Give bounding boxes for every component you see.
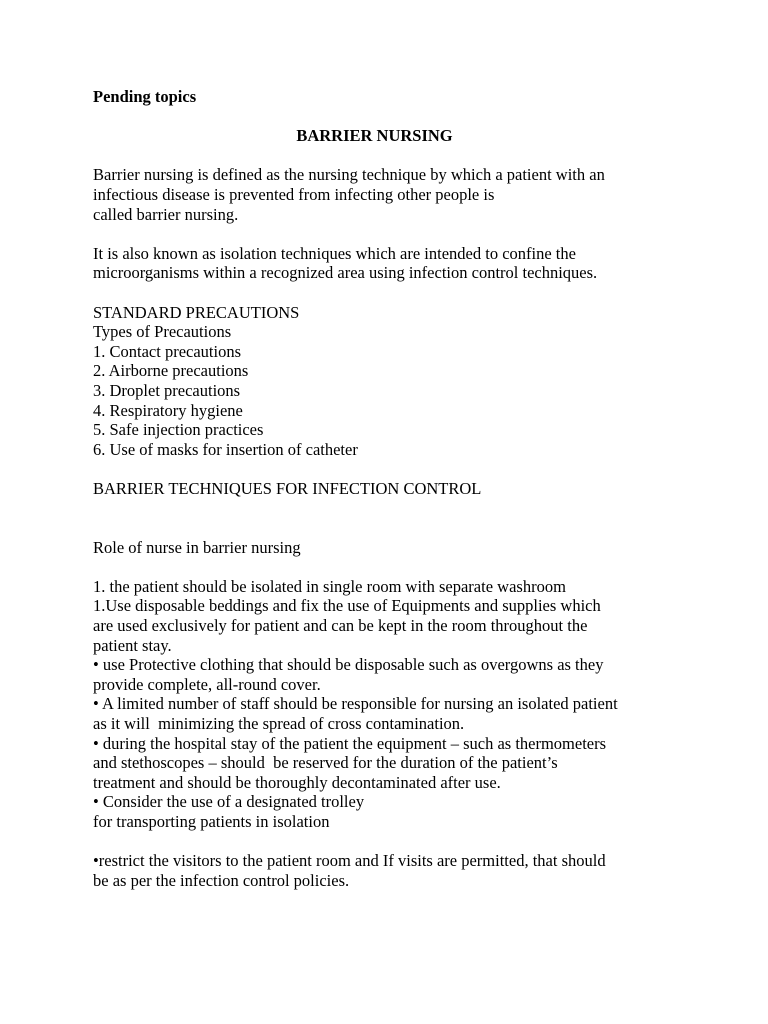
spacer	[93, 283, 693, 303]
paragraph-line: for transporting patients in isolation	[93, 811, 330, 831]
spacer	[93, 146, 693, 166]
section-heading: STANDARD PRECAUTIONS	[93, 302, 300, 322]
paragraph-line: • Consider the use of a designated trolley	[93, 792, 365, 812]
paragraph-line: are used exclusively for patient and can be kept in the room throughout the	[93, 616, 588, 636]
section-heading: Role of nurse in barrier nursing	[93, 537, 301, 557]
document-page	[93, 87, 693, 890]
paragraph-line: patient stay.	[93, 635, 172, 655]
list-item: 1. Contact precautions	[93, 341, 242, 361]
spacer	[93, 107, 693, 127]
spacer	[93, 518, 693, 538]
section-subheading: Types of Precautions	[93, 322, 232, 342]
paragraph-line: infectious disease is prevented from infecting other people is	[93, 184, 495, 204]
list-item: 3. Droplet precautions	[93, 380, 241, 400]
list-item: 6. Use of masks for insertion of catheter	[93, 439, 358, 459]
standard-precautions-section	[93, 303, 693, 460]
spacer	[93, 498, 693, 518]
role-of-nurse-section	[93, 538, 693, 891]
paragraph-line: 1.Use disposable beddings and fix the use of Equipments and supplies which	[93, 596, 601, 616]
paragraph-line: •restrict the visitors to the patient room and If visits are permitted, that should	[93, 851, 606, 871]
pending-topics-heading: Pending topics	[93, 87, 197, 106]
spacer	[93, 224, 693, 244]
paragraph-line: microorganisms within a recognized area using infection control techniques.	[93, 263, 598, 283]
list-item: 5. Safe injection practices	[93, 420, 264, 440]
list-item: 4. Respiratory hygiene	[93, 400, 243, 420]
paragraph-line: and stethoscopes – should be reserved for the duration of the patient’s	[93, 753, 558, 773]
paragraph-line: 1. the patient should be isolated in single room with separate washroom	[93, 576, 566, 596]
spacer	[93, 557, 693, 577]
paragraph-line: • A limited number of staff should be responsible for nursing an isolated patient	[93, 694, 618, 714]
paragraph-line: called barrier nursing.	[93, 204, 239, 224]
isolation-paragraph	[93, 244, 693, 283]
paragraph-line: • during the hospital stay of the patient the equipment – such as thermometers	[93, 733, 607, 753]
paragraph-line: treatment and should be thoroughly decontaminated after use.	[93, 772, 501, 792]
spacer	[93, 459, 693, 479]
document-title: BARRIER NURSING	[296, 126, 453, 146]
list-item: 2. Airborne precautions	[93, 361, 249, 381]
paragraph-line: be as per the infection control policies.	[93, 870, 350, 890]
paragraph-line: as it will minimizing the spread of cross contamination.	[93, 714, 465, 733]
paragraph-line: Barrier nursing is defined as the nursing technique by which a patient with an	[93, 165, 605, 185]
spacer	[93, 832, 693, 852]
barrier-techniques-heading: BARRIER TECHNIQUES FOR INFECTION CONTROL	[93, 478, 482, 498]
paragraph-line: It is also known as isolation techniques which are intended to confine the	[93, 243, 576, 263]
paragraph-line: • use Protective clothing that should be disposable such as overgowns as they	[93, 655, 604, 675]
definition-paragraph	[93, 165, 693, 224]
paragraph-line: provide complete, all-round cover.	[93, 674, 321, 694]
